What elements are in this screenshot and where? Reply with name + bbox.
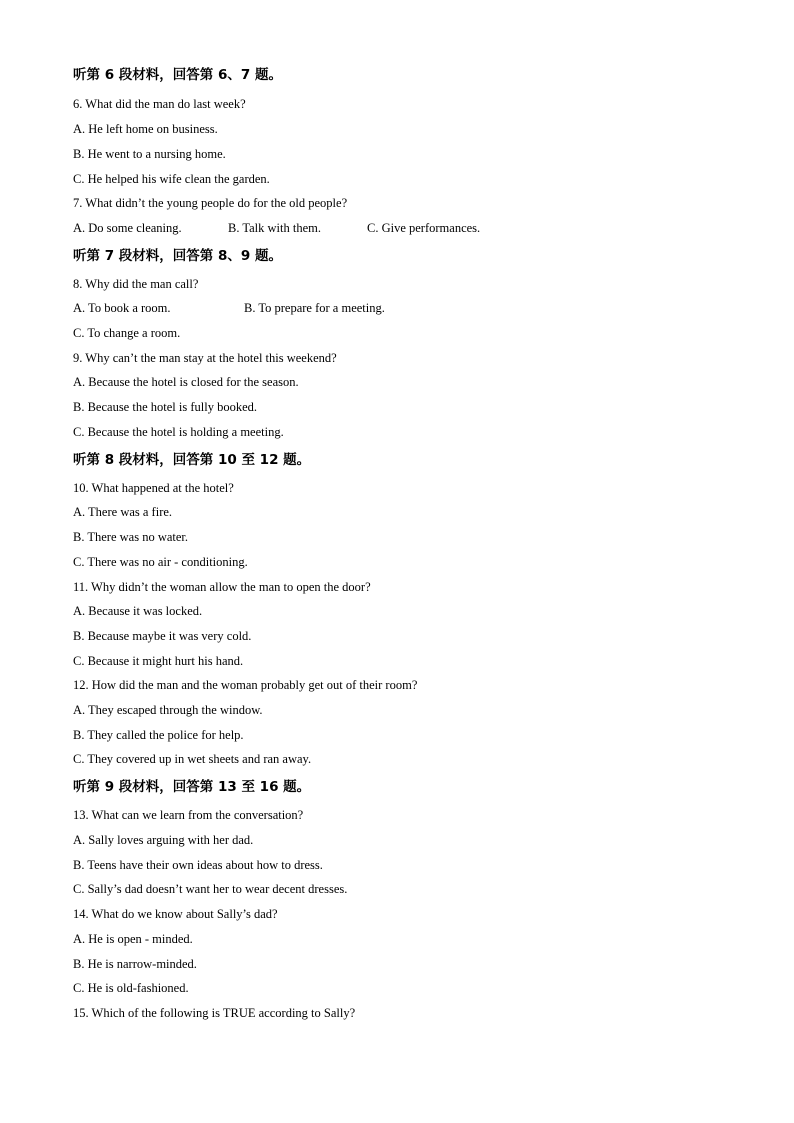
question: 7. What didn’t the young people do for the old people? [73,196,348,210]
section-heading: 听第 9 段材料，回答第 13 至 16 题。 [73,779,311,795]
option: B. He went to a nursing home. [73,147,226,161]
question: 13. What can we learn from the conversation? [73,808,304,822]
question: 15. Which of the following is TRUE according to Sally? [73,1006,356,1020]
option: C. Give performances. [367,221,481,235]
option: A. Sally loves arguing with her dad. [73,833,254,847]
option: A. To book a room. [73,301,171,315]
option-row [0,300,794,316]
question: 6. What did the man do last week? [73,97,246,111]
option: A. He is open - minded. [73,932,193,946]
option: A. There was a fire. [73,505,173,519]
option: C. Because the hotel is holding a meeting. [73,425,284,439]
question: 10. What happened at the hotel? [73,481,234,495]
section-heading: 听第 6 段材料，回答第 6、7 题。 [73,67,282,83]
option: B. They called the police for help. [73,728,244,742]
option: B. Because the hotel is fully booked. [73,400,257,414]
option: C. There was no air - conditioning. [73,555,248,569]
option: B. To prepare for a meeting. [244,301,385,315]
option: C. They covered up in wet sheets and ran away. [73,752,312,766]
option: A. He left home on business. [73,122,218,136]
option: A. Do some cleaning. [73,221,182,235]
option: B. Because maybe it was very cold. [73,629,252,643]
section-heading: 听第 8 段材料，回答第 10 至 12 题。 [73,452,311,468]
question: 9. Why can’t the man stay at the hotel this weekend? [73,351,337,365]
option: A. Because the hotel is closed for the season. [73,375,299,389]
option: A. They escaped through the window. [73,703,263,717]
option: C. He helped his wife clean the garden. [73,172,270,186]
option: A. Because it was locked. [73,604,203,618]
question: 11. Why didn’t the woman allow the man to open the door? [73,580,371,594]
question: 14. What do we know about Sally’s dad? [73,907,278,921]
option: C. Because it might hurt his hand. [73,654,244,668]
option: B. He is narrow-minded. [73,957,197,971]
question: 8. Why did the man call? [73,277,199,291]
option: C. Sally’s dad doesn’t want her to wear decent dresses. [73,882,348,896]
question: 12. How did the man and the woman probably get out of their room? [73,678,418,692]
option: B. Teens have their own ideas about how to dress. [73,858,323,872]
option: B. There was no water. [73,530,189,544]
option: B. Talk with them. [228,221,321,235]
option-row [0,220,794,236]
option: C. He is old-fashioned. [73,981,189,995]
section-heading: 听第 7 段材料，回答第 8、9 题。 [73,248,282,264]
option: C. To change a room. [73,326,181,340]
